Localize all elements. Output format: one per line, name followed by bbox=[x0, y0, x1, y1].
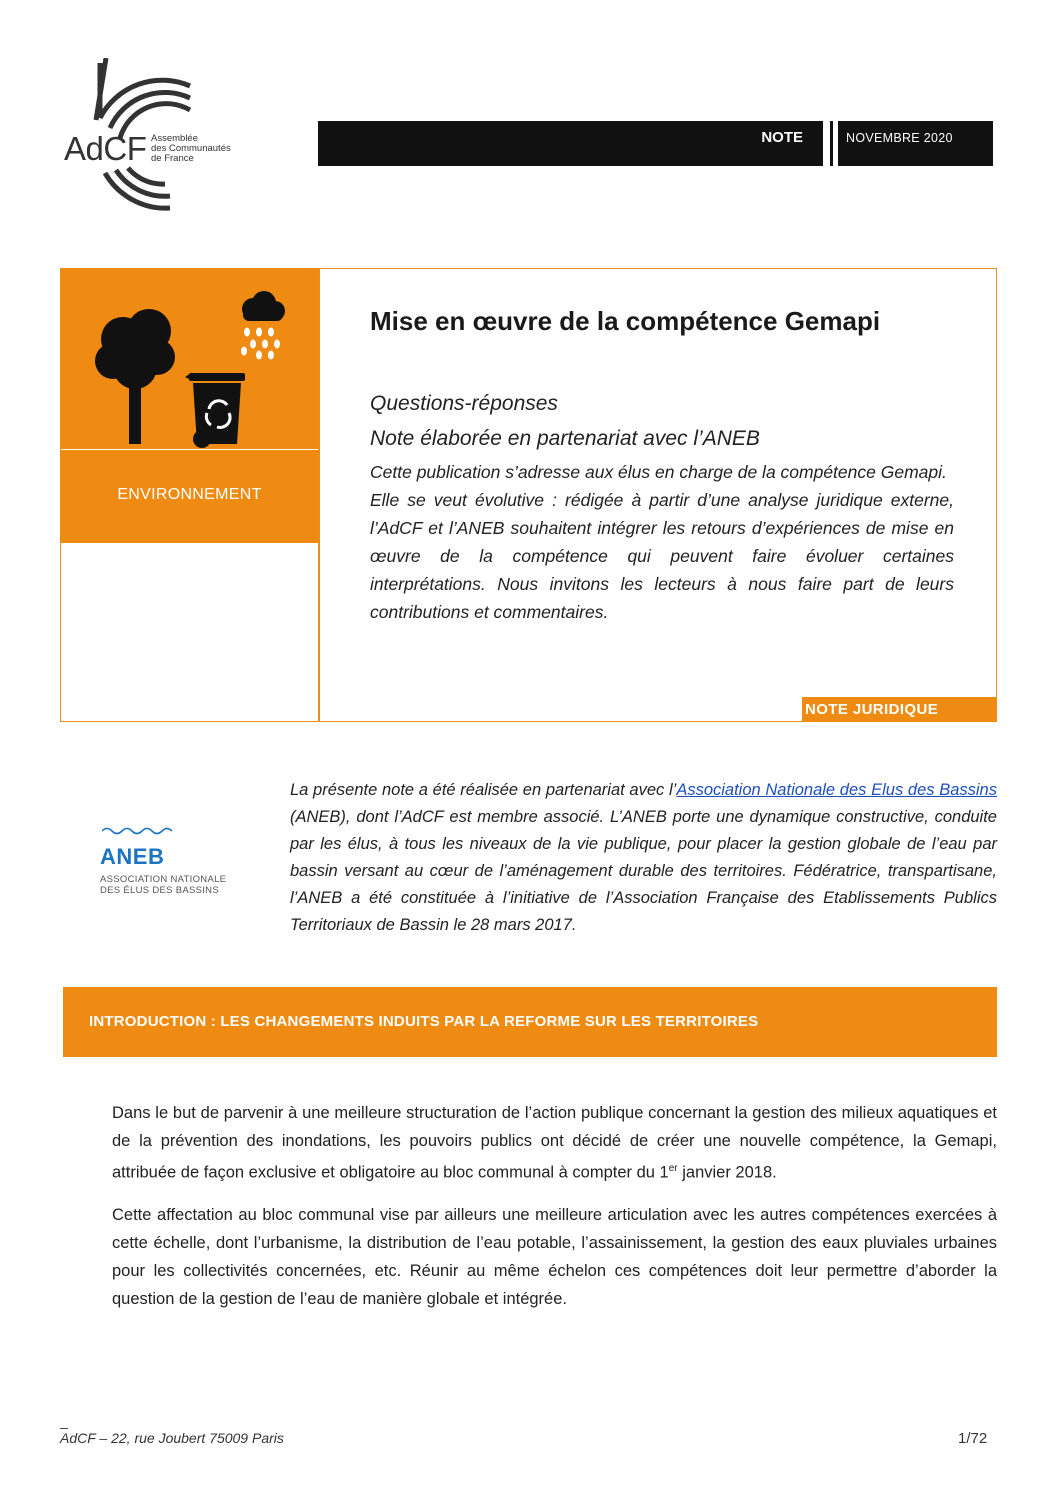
aneb-logo: ANEB ASSOCIATION NATIONALE DES ÉLUS DES BASSINS bbox=[100, 822, 260, 902]
section-header bbox=[63, 987, 997, 1057]
note-juridique-tag: NOTE JURIDIQUE bbox=[802, 697, 996, 722]
aneb-paragraph: La présente note a été réalisée en partenariat avec l’Association Nationale des Elus des Bassins (ANEB), dont l’AdCF est membre associé. L’ANEB porte une dynamique constructive, conduite par les élus, à tous les niveaux de la vie publique, pour placer la gestion globale de l’eau par bassin versant au cœur de l’aménagement durable des territoires. Fédératrice, transpartisane, l’ANEB a été constituée à l’initiative de l’Association Française des Etablissements Publics Territoriaux de Bassin le 28 mars 2017. bbox=[290, 781, 997, 934]
section-title: INTRODUCTION : LES CHANGEMENTS INDUITS PAR LA REFORME SUR LES TERRITOIRES bbox=[89, 1013, 759, 1030]
tree-rain-bin-icon bbox=[61, 269, 318, 449]
document-subtitle: Questions-réponses bbox=[370, 392, 558, 415]
footer-address: AdCF – 22, rue Joubert 75009 Paris bbox=[60, 1430, 284, 1446]
adcf-fullname: Assemblée des Communautés de France bbox=[151, 133, 231, 164]
category-panel bbox=[61, 449, 318, 543]
footer-dash: _ bbox=[60, 1413, 68, 1429]
wave-icon bbox=[102, 825, 182, 837]
body-text bbox=[112, 1099, 997, 1327]
feature-description: Cette publication s’adresse aux élus en charge de la compétence Gemapi. Elle se veut évolutive : rédigée à partir d’une analyse juridique externe, l’AdCF et l’ANEB souhaitent intégrer les retours d’expériences de mise en œuvre de la compétence qui peuvent faire évoluer certaines interprétations. Nous invitons les lecteurs à nous faire part de leurs contributions et commentaires. bbox=[370, 462, 954, 622]
document-header-bar bbox=[318, 121, 993, 166]
adcf-logo bbox=[60, 58, 260, 218]
document-date: NOVEMBRE 2020 bbox=[846, 131, 953, 145]
aneb-link[interactable]: Association Nationale des Elus des Bassins bbox=[676, 781, 997, 799]
body-paragraph: Dans le but de parvenir à une meilleure structuration de l’action publique concernant la gestion des milieux aquatiques et de la prévention des inondations, les pouvoirs publics ont décidé de créer une nouvelle compétence, la Gemapi, attribuée de façon exclusive et obligatoire au bloc communal à compter du 1er janvier 2018. bbox=[112, 1104, 997, 1182]
feature-box bbox=[60, 268, 997, 722]
adcf-acronym: AdCF bbox=[64, 130, 147, 167]
environment-illustration bbox=[61, 269, 318, 449]
page-number: 1/72 bbox=[958, 1430, 988, 1447]
document-type: NOTE bbox=[761, 129, 803, 146]
document-partner-subtitle: Note élaborée en partenariat avec l’ANEB bbox=[370, 427, 760, 450]
category-label: ENVIRONNEMENT bbox=[117, 486, 262, 503]
body-paragraph: Cette affectation au bloc communal vise par ailleurs une meilleure articulation avec les autres compétences exercées à cette échelle, dont l’urbanisme, la distribution de l’eau potable, l’assainissement, la gestion des eaux pluviales urbaines pour les collectivités concernées, etc. Réunir au même échelon ces compétences doit leur permettre d’aborder la question de la gestion de l’eau de manière globale et intégrée. bbox=[112, 1205, 997, 1308]
document-title: Mise en œuvre de la compétence Gemapi bbox=[370, 306, 881, 336]
